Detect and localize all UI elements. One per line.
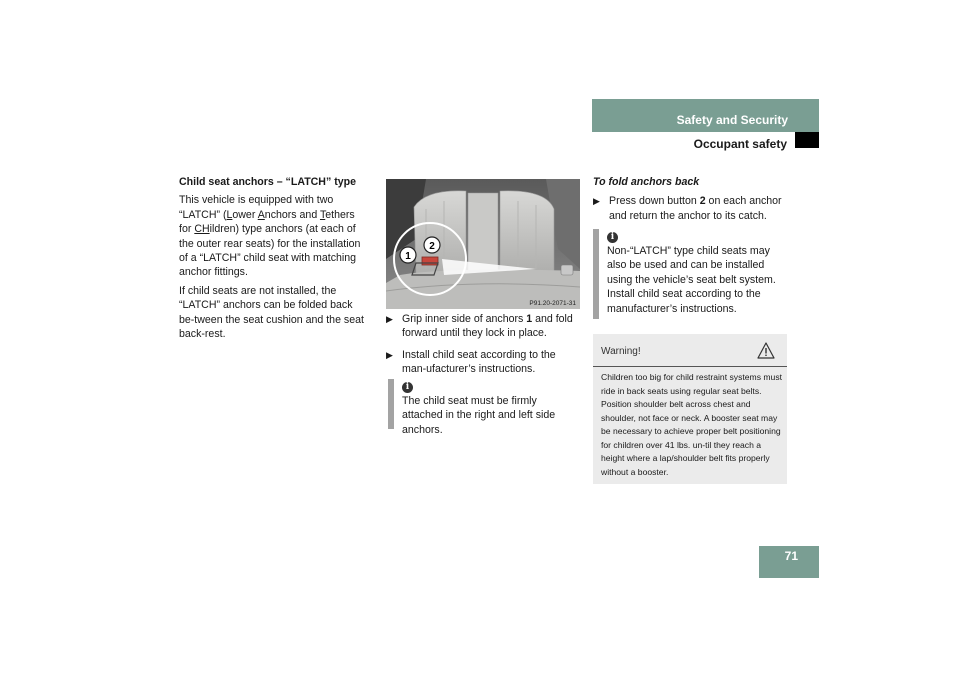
warning-triangle-icon: [757, 342, 775, 359]
info-icon: i: [402, 382, 413, 393]
section-title: Safety and Security: [676, 113, 788, 127]
latch-description: This vehicle is equipped with two “LATCH” (Lower Anchors and Tethers for CHildren) type anchors (at each of the outer rear seats) for the installation of a “LATCH” child seat with matching anchor fittings.: [179, 194, 361, 279]
header-marker: [795, 132, 819, 148]
fold-back-section: [593, 175, 789, 223]
callout-1: 1: [405, 251, 411, 262]
warning-text: Children too big for child restraint systems must ride in back seats using regular seat belts. Position shoulder belt across chest and shoulder, not face or neck. A booster seat may be necessary to achieve proper belt positioning for children over 41 lbs. un-til they reach a height where a lap/shoulder belt fits properly without a booster.: [601, 372, 783, 477]
info-note-anchors: [388, 379, 580, 436]
step-press-button: ▶ Press down button 2 on each anchor and return the anchor to its catch.: [593, 195, 782, 222]
arrow-bullet-icon: ▶: [593, 196, 600, 207]
info-icon: i: [607, 232, 618, 243]
warning-box: [593, 334, 787, 484]
step-grip-anchors: ▶ Grip inner side of anchors 1 and fold forward until they lock in place.: [386, 313, 573, 340]
fold-back-heading: To fold anchors back: [593, 176, 700, 188]
step-install-seat: ▶ Install child seat according to the man-ufacturer’s instructions.: [386, 348, 556, 376]
arrow-bullet-icon: ▶: [386, 349, 393, 360]
photo-caption: P91.20-2071-31: [529, 300, 576, 307]
latch-intro: [179, 175, 365, 343]
arrow-bullet-icon: ▶: [386, 314, 393, 324]
warning-divider: [593, 366, 787, 367]
rear-seat-photo: [386, 179, 580, 309]
info-note-nonlatch: [593, 229, 789, 319]
subsection-title: Occupant safety: [693, 137, 787, 151]
info-text: The child seat must be firmly attached in the right and left side anchors.: [402, 395, 556, 436]
fold-note: If child seats are not installed, the “LATCH” anchors can be folded back be-tween the seat cushion and the seat back-rest.: [179, 284, 364, 341]
info-text: Non-“LATCH” type child seats may also be used and can be installed using the vehicle’s seat belt system. Install child seat according to the manufacturer’s instructions.: [607, 245, 776, 315]
warning-title: Warning!: [601, 346, 641, 357]
section-heading: Child seat anchors – “LATCH” type: [179, 176, 356, 188]
page-number: 71: [784, 549, 798, 563]
install-steps: [386, 312, 580, 377]
callout-2: 2: [429, 241, 435, 252]
